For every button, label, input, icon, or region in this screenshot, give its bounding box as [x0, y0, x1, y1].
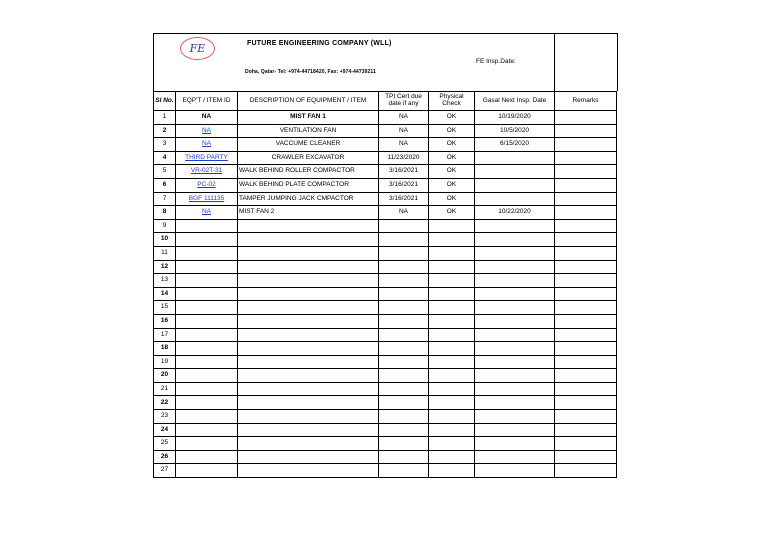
- tpi-cert-cell: [379, 369, 429, 383]
- sl-no-cell: 27: [154, 464, 176, 478]
- description-cell: [238, 314, 379, 328]
- insp-date-label: FE Insp.Date:: [476, 58, 516, 65]
- gasal-date-cell: [475, 246, 555, 260]
- table-row: [154, 138, 617, 152]
- tpi-cert-cell: [379, 382, 429, 396]
- col-sl-no: Sl No.: [154, 92, 176, 111]
- table-row: [154, 151, 617, 165]
- eqpt-id-cell[interactable]: PC-02: [176, 178, 238, 192]
- sl-no-cell: 3: [154, 138, 176, 152]
- gasal-date-cell: 10/22/2020: [475, 206, 555, 220]
- sl-no-cell: 14: [154, 287, 176, 301]
- gasal-date-cell: 6/15/2020: [475, 138, 555, 152]
- col-description: DESCRIPTION OF EQUIPMENT / ITEM: [238, 92, 379, 111]
- sl-no-cell: 2: [154, 124, 176, 138]
- remarks-cell: [555, 328, 617, 342]
- physical-check-cell: OK: [429, 151, 475, 165]
- physical-check-cell: OK: [429, 192, 475, 206]
- remarks-cell: [555, 178, 617, 192]
- description-cell: VACCUME CLEANER: [238, 138, 379, 152]
- tpi-cert-cell: 11/23/2020: [379, 151, 429, 165]
- description-cell: [238, 464, 379, 478]
- eqpt-id-cell[interactable]: BGF 111135: [176, 192, 238, 206]
- eqpt-id-cell[interactable]: NA: [176, 124, 238, 138]
- table-row: [154, 410, 617, 424]
- sl-no-cell: 4: [154, 151, 176, 165]
- table-row: [154, 301, 617, 315]
- table-row: [154, 437, 617, 451]
- table-row: [154, 287, 617, 301]
- physical-check-cell: [429, 410, 475, 424]
- eqpt-id-cell: [176, 287, 238, 301]
- remarks-cell: [555, 233, 617, 247]
- remarks-cell: [555, 355, 617, 369]
- remarks-cell: [555, 260, 617, 274]
- eqpt-id-cell: NA: [176, 111, 238, 125]
- tpi-cert-cell: [379, 219, 429, 233]
- remarks-cell: [555, 437, 617, 451]
- sl-no-cell: 10: [154, 233, 176, 247]
- col-eqpt-id: EQP'T / ITEM ID: [176, 92, 238, 111]
- description-cell: [238, 396, 379, 410]
- table-row: [154, 328, 617, 342]
- equipment-table: [153, 91, 617, 478]
- physical-check-cell: [429, 314, 475, 328]
- eqpt-id-cell: [176, 328, 238, 342]
- physical-check-cell: [429, 342, 475, 356]
- eqpt-id-cell: [176, 301, 238, 315]
- sl-no-cell: 26: [154, 450, 176, 464]
- eqpt-id-cell: [176, 464, 238, 478]
- physical-check-cell: OK: [429, 138, 475, 152]
- table-row: [154, 178, 617, 192]
- col-tpi-cert: TPI Cert due date if any: [379, 92, 429, 111]
- table-row: [154, 111, 617, 125]
- description-cell: WALK BEHIND ROLLER COMPACTOR: [238, 165, 379, 179]
- gasal-date-cell: [475, 355, 555, 369]
- description-cell: [238, 301, 379, 315]
- eqpt-id-cell: [176, 450, 238, 464]
- description-cell: [238, 450, 379, 464]
- sl-no-cell: 21: [154, 382, 176, 396]
- table-row: [154, 464, 617, 478]
- remarks-cell: [555, 111, 617, 125]
- gasal-date-cell: [475, 396, 555, 410]
- table-row: [154, 260, 617, 274]
- physical-check-cell: [429, 233, 475, 247]
- physical-check-cell: OK: [429, 165, 475, 179]
- sl-no-cell: 16: [154, 314, 176, 328]
- description-cell: [238, 437, 379, 451]
- sl-no-cell: 23: [154, 410, 176, 424]
- sl-no-cell: 19: [154, 355, 176, 369]
- gasal-date-cell: 10/5/2020: [475, 124, 555, 138]
- eqpt-id-cell: [176, 219, 238, 233]
- remarks-cell: [555, 369, 617, 383]
- physical-check-cell: [429, 382, 475, 396]
- tpi-cert-cell: [379, 450, 429, 464]
- eqpt-id-cell: [176, 382, 238, 396]
- gasal-date-cell: [475, 192, 555, 206]
- eqpt-id-cell[interactable]: NA: [176, 138, 238, 152]
- tpi-cert-cell: [379, 233, 429, 247]
- gasal-date-cell: [475, 165, 555, 179]
- col-physical-check: Physical Check: [429, 92, 475, 111]
- tpi-cert-cell: [379, 328, 429, 342]
- eqpt-id-cell: [176, 423, 238, 437]
- company-logo-icon: [180, 37, 215, 60]
- remarks-cell: [555, 314, 617, 328]
- table-row: [154, 233, 617, 247]
- sl-no-cell: 5: [154, 165, 176, 179]
- eqpt-id-cell: [176, 410, 238, 424]
- physical-check-cell: [429, 328, 475, 342]
- gasal-date-cell: [475, 233, 555, 247]
- description-cell: [238, 274, 379, 288]
- table-row: [154, 382, 617, 396]
- physical-check-cell: [429, 246, 475, 260]
- remarks-cell: [555, 450, 617, 464]
- physical-check-cell: OK: [429, 111, 475, 125]
- tpi-cert-cell: [379, 301, 429, 315]
- remarks-cell: [555, 274, 617, 288]
- sl-no-cell: 7: [154, 192, 176, 206]
- tpi-cert-cell: [379, 423, 429, 437]
- tpi-cert-cell: [379, 314, 429, 328]
- table-row: [154, 246, 617, 260]
- tpi-cert-cell: [379, 437, 429, 451]
- description-cell: [238, 369, 379, 383]
- tpi-cert-cell: [379, 355, 429, 369]
- gasal-date-cell: [475, 219, 555, 233]
- tpi-cert-cell: [379, 260, 429, 274]
- sl-no-cell: 1: [154, 111, 176, 125]
- gasal-date-cell: [475, 450, 555, 464]
- description-cell: MIST FAN 2: [238, 206, 379, 220]
- eqpt-id-cell: [176, 314, 238, 328]
- description-cell: [238, 342, 379, 356]
- description-cell: VENTILATION FAN: [238, 124, 379, 138]
- col-remarks: Remarks: [555, 92, 617, 111]
- sl-no-cell: 13: [154, 274, 176, 288]
- sl-no-cell: 22: [154, 396, 176, 410]
- description-cell: [238, 246, 379, 260]
- table-row: [154, 219, 617, 233]
- tpi-cert-cell: NA: [379, 138, 429, 152]
- sl-no-cell: 25: [154, 437, 176, 451]
- table-body: [154, 111, 617, 478]
- eqpt-id-cell: [176, 437, 238, 451]
- description-cell: [238, 287, 379, 301]
- remarks-cell: [555, 410, 617, 424]
- physical-check-cell: [429, 423, 475, 437]
- description-cell: [238, 423, 379, 437]
- gasal-date-cell: [475, 314, 555, 328]
- description-cell: WALK BEHIND PLATE COMPACTOR: [238, 178, 379, 192]
- gasal-date-cell: [475, 423, 555, 437]
- tpi-cert-cell: [379, 410, 429, 424]
- table-row: [154, 192, 617, 206]
- gasal-date-cell: [475, 382, 555, 396]
- table-row: [154, 314, 617, 328]
- table-row: [154, 450, 617, 464]
- sl-no-cell: 18: [154, 342, 176, 356]
- remarks-cell: [555, 246, 617, 260]
- physical-check-cell: [429, 274, 475, 288]
- tpi-cert-cell: NA: [379, 124, 429, 138]
- tpi-cert-cell: 3/16/2021: [379, 192, 429, 206]
- eqpt-id-cell: [176, 355, 238, 369]
- eqpt-id-cell: [176, 274, 238, 288]
- tpi-cert-cell: [379, 287, 429, 301]
- header-top-border: [154, 33, 474, 34]
- sl-no-cell: 9: [154, 219, 176, 233]
- description-cell: [238, 355, 379, 369]
- remarks-cell: [555, 396, 617, 410]
- table-header-row: [154, 92, 617, 111]
- physical-check-cell: [429, 396, 475, 410]
- eqpt-id-cell: [176, 260, 238, 274]
- eqpt-id-cell: [176, 342, 238, 356]
- remarks-cell: [555, 464, 617, 478]
- description-cell: [238, 328, 379, 342]
- table-row: [154, 165, 617, 179]
- gasal-date-cell: [475, 410, 555, 424]
- gasal-date-cell: [475, 342, 555, 356]
- description-cell: [238, 233, 379, 247]
- logo-text: FE: [189, 42, 206, 55]
- physical-check-cell: [429, 437, 475, 451]
- physical-check-cell: OK: [429, 206, 475, 220]
- tpi-cert-cell: NA: [379, 206, 429, 220]
- gasal-date-cell: [475, 151, 555, 165]
- sl-no-cell: 17: [154, 328, 176, 342]
- remarks-cell: [555, 124, 617, 138]
- table-row: [154, 369, 617, 383]
- physical-check-cell: OK: [429, 178, 475, 192]
- remarks-cell: [555, 206, 617, 220]
- tpi-cert-cell: [379, 342, 429, 356]
- remarks-cell: [555, 192, 617, 206]
- physical-check-cell: [429, 450, 475, 464]
- sl-no-cell: 15: [154, 301, 176, 315]
- sheet-header: [153, 33, 616, 91]
- table-row: [154, 206, 617, 220]
- sl-no-cell: 24: [154, 423, 176, 437]
- inspection-sheet: [153, 33, 616, 478]
- sl-no-cell: 11: [154, 246, 176, 260]
- remarks-cell: [555, 165, 617, 179]
- remarks-cell: [555, 138, 617, 152]
- remarks-cell: [555, 423, 617, 437]
- description-cell: MIST FAN 1: [238, 111, 379, 125]
- physical-check-cell: [429, 301, 475, 315]
- gasal-date-cell: [475, 369, 555, 383]
- gasal-date-cell: [475, 287, 555, 301]
- company-name: FUTURE ENGINEERING COMPANY (WLL): [247, 40, 392, 47]
- tpi-cert-cell: [379, 464, 429, 478]
- eqpt-id-cell[interactable]: THIRD PARTY: [176, 151, 238, 165]
- remarks-cell: [555, 342, 617, 356]
- col-gasal-next-insp: Gasal Next Insp. Date: [475, 92, 555, 111]
- physical-check-cell: [429, 260, 475, 274]
- tpi-cert-cell: 3/16/2021: [379, 165, 429, 179]
- physical-check-cell: [429, 287, 475, 301]
- sl-no-cell: 8: [154, 206, 176, 220]
- table-row: [154, 396, 617, 410]
- company-address: Doha, Qatar- Tel: +974-44718420, Fax: +974-44739211: [245, 69, 376, 75]
- eqpt-id-cell: [176, 369, 238, 383]
- gasal-date-cell: [475, 464, 555, 478]
- gasal-date-cell: [475, 437, 555, 451]
- table-row: [154, 342, 617, 356]
- table-row: [154, 423, 617, 437]
- sl-no-cell: 20: [154, 369, 176, 383]
- physical-check-cell: [429, 369, 475, 383]
- eqpt-id-cell: [176, 396, 238, 410]
- gasal-date-cell: [475, 274, 555, 288]
- gasal-date-cell: [475, 301, 555, 315]
- table-row: [154, 355, 617, 369]
- gasal-date-cell: [475, 260, 555, 274]
- description-cell: [238, 260, 379, 274]
- remarks-cell: [555, 382, 617, 396]
- sl-no-cell: 6: [154, 178, 176, 192]
- description-cell: [238, 410, 379, 424]
- table-row: [154, 124, 617, 138]
- tpi-cert-cell: [379, 246, 429, 260]
- description-cell: CRAWLER EXCAVATOR: [238, 151, 379, 165]
- remarks-cell: [555, 301, 617, 315]
- gasal-date-cell: [475, 178, 555, 192]
- gasal-date-cell: [475, 328, 555, 342]
- description-cell: TAMPER JUMPING JACK CMPACTOR: [238, 192, 379, 206]
- tpi-cert-cell: NA: [379, 111, 429, 125]
- insp-date-box[interactable]: [554, 33, 618, 91]
- tpi-cert-cell: 3/16/2021: [379, 178, 429, 192]
- tpi-cert-cell: [379, 274, 429, 288]
- tpi-cert-cell: [379, 396, 429, 410]
- table-row: [154, 274, 617, 288]
- eqpt-id-cell[interactable]: VR-02T-31: [176, 165, 238, 179]
- remarks-cell: [555, 219, 617, 233]
- eqpt-id-cell: [176, 233, 238, 247]
- physical-check-cell: [429, 219, 475, 233]
- description-cell: [238, 219, 379, 233]
- eqpt-id-cell: [176, 246, 238, 260]
- physical-check-cell: OK: [429, 124, 475, 138]
- gasal-date-cell: 10/19/2020: [475, 111, 555, 125]
- physical-check-cell: [429, 355, 475, 369]
- sl-no-cell: 12: [154, 260, 176, 274]
- physical-check-cell: [429, 464, 475, 478]
- description-cell: [238, 382, 379, 396]
- remarks-cell: [555, 151, 617, 165]
- remarks-cell: [555, 287, 617, 301]
- eqpt-id-cell[interactable]: NA: [176, 206, 238, 220]
